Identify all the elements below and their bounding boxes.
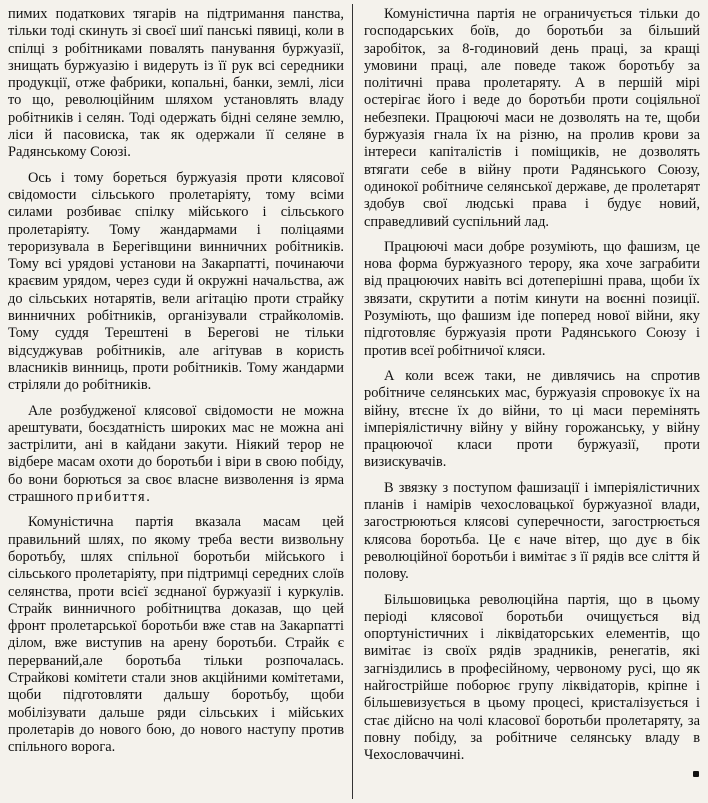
paragraph-text: Але розбудженої клясової свідомости не можна арештувати, боєздатність широких мас не можна ані застрілити, ані в кайдани закути. Ніякий терор не відбере масам охоти до боротьби і віри в свою побіду, бо вони борються за своє власне визволення із ярма страшного	[8, 402, 344, 506]
paragraph: Ось і тому бореться буржуазія проти клясової свідомости сільського пролетаріяту, тому всіми силами розбиває спілку мійського і сільського пролетаріяту. Тому жандармами і поліцаями тероризувала в Берегівщини винничних робітників. Тому всі урядові установи на Закарпатті, починаючи краєвим урядом, через суди й окружні начальства, аж до сільських нотарятів, вели агітацію проти страйку винничних робітників, організували страйколомів. Тому суддя Терештені в Берегові не тільки відсуджував робітників, але агітував в користь власників винниць, проти робітників. Тому жандарми стріляли до робітників.	[8, 169, 344, 394]
paragraph: Комуністична партія не ограничується тільки до господарських боїв, до боротьби за більший заробіток, за 8-годиновий день праці, за кращі умовини праці, але поведе також боротьбу за політичні права пролетаряту. А в першій мірі остерігає його і веде до боротьби проти соціяльної небезпеки. Працюючі маси не дозволять на те, щоби буржуазія гнала їх на різню, на пролив крови за інтереси капіталістів і поміщиків, не дозволять втягати себе в війну проти Радянського Союзу, одинокої робітниче селянської державе, де пролетарят здобув свої людські права і будує новий, справедливий суспільний лад.	[364, 6, 700, 230]
right-column	[364, 6, 700, 772]
paragraph: Працюючі маси добре розуміють, що фашизм, це нова форма буржуазного терору, яка хоче заграбити від працюючих навіть всі дотеперішні права, щоби їх звязати, скрутити а потім кинути на воєнні позиції. Розуміють, що фашизм іде поперед нової війни, яку підготовляє буржуазія проти Радянського Союзу і против всеї робітничої кляси.	[364, 238, 700, 359]
paragraph	[8, 403, 344, 507]
paragraph: А коли всеж таки, не дивлячись на спротив робітниче селянських мас, буржуазія спровокує їх на війну, втєсне їх до війни, то ці маси перемінять імперіялістичну війну у війну горожанську, у війну працюючої класи проти буржуазії, проти визискувачів.	[364, 367, 700, 471]
column-divider	[352, 4, 353, 799]
punctuation: .	[146, 489, 150, 506]
paragraph: Більшовицька революційна партія, що в цьому періоді клясової боротьби очищується від опортуністичних і ліквідаторських елементів, що вимітає із своїх рядів зрадників, ренегатів, які загніздились в професійному, червоному русі, що як найгострійше поборює групу ліквідаторів, кріпне і більшевизується в цьому процесі, кристалізується і стає дійсно на чолі класової боротьби пролетаряту, за повну побіду, за робітниче селянську владу в Чехословаччині.	[364, 591, 700, 764]
spaced-word: прибиття	[76, 489, 147, 506]
margin-mark	[693, 771, 699, 777]
paragraph: пимих податкових тягарів на підтримання панства, тільки тоді скинуть зі своєї шиї панські пявиці, коли в спілці з робітниками повалять панування буржуазії, знищать буржуазію і видеруть із її рук всі середники продукції, отже фабрики, копальні, банки, землі, ліси то що, революційним шляхом установлять владу робітників і селян. Тоді одержать бідні селяне землю, ліси й пасовиска, так як одержали її селяне в Радянському Союзі.	[8, 6, 344, 161]
paragraph: В звязку з поступом фашизації і імперіялістичних планів і намірів чехословацької буржуазної влади, загострюються клясові суперечности, загострюється клясова боротьба. Це є наче вітер, що дує в бік революційної боротьби і вимітає з її рядів все сліття й полову.	[364, 479, 700, 583]
left-column	[8, 6, 344, 764]
paragraph: Комуністична партія вказала масам цей правильний шлях, по якому треба вести визвольну боротьбу, шлях спільної боротьби мійського і сільського пролетаріяту, при підтримці середних слоїв селянства, проти всієї зєднаної буржуазії і куркулів. Страйк винничного робітництва доказав, що цей фронт пролетарської боротьби вже став на Закарпатті ділом, вже виступив на арену боротьби. Страйк є перерваний,але боротьба тільки розпочалась. Страйкові комітети стали знов акційними комітетами, щоби підготовляти дальшу боротьбу, щоби мобілізувати дальше ряди сільських і мійських пролетарів до нового бою, до нового наступу против спільного ворога.	[8, 514, 344, 756]
